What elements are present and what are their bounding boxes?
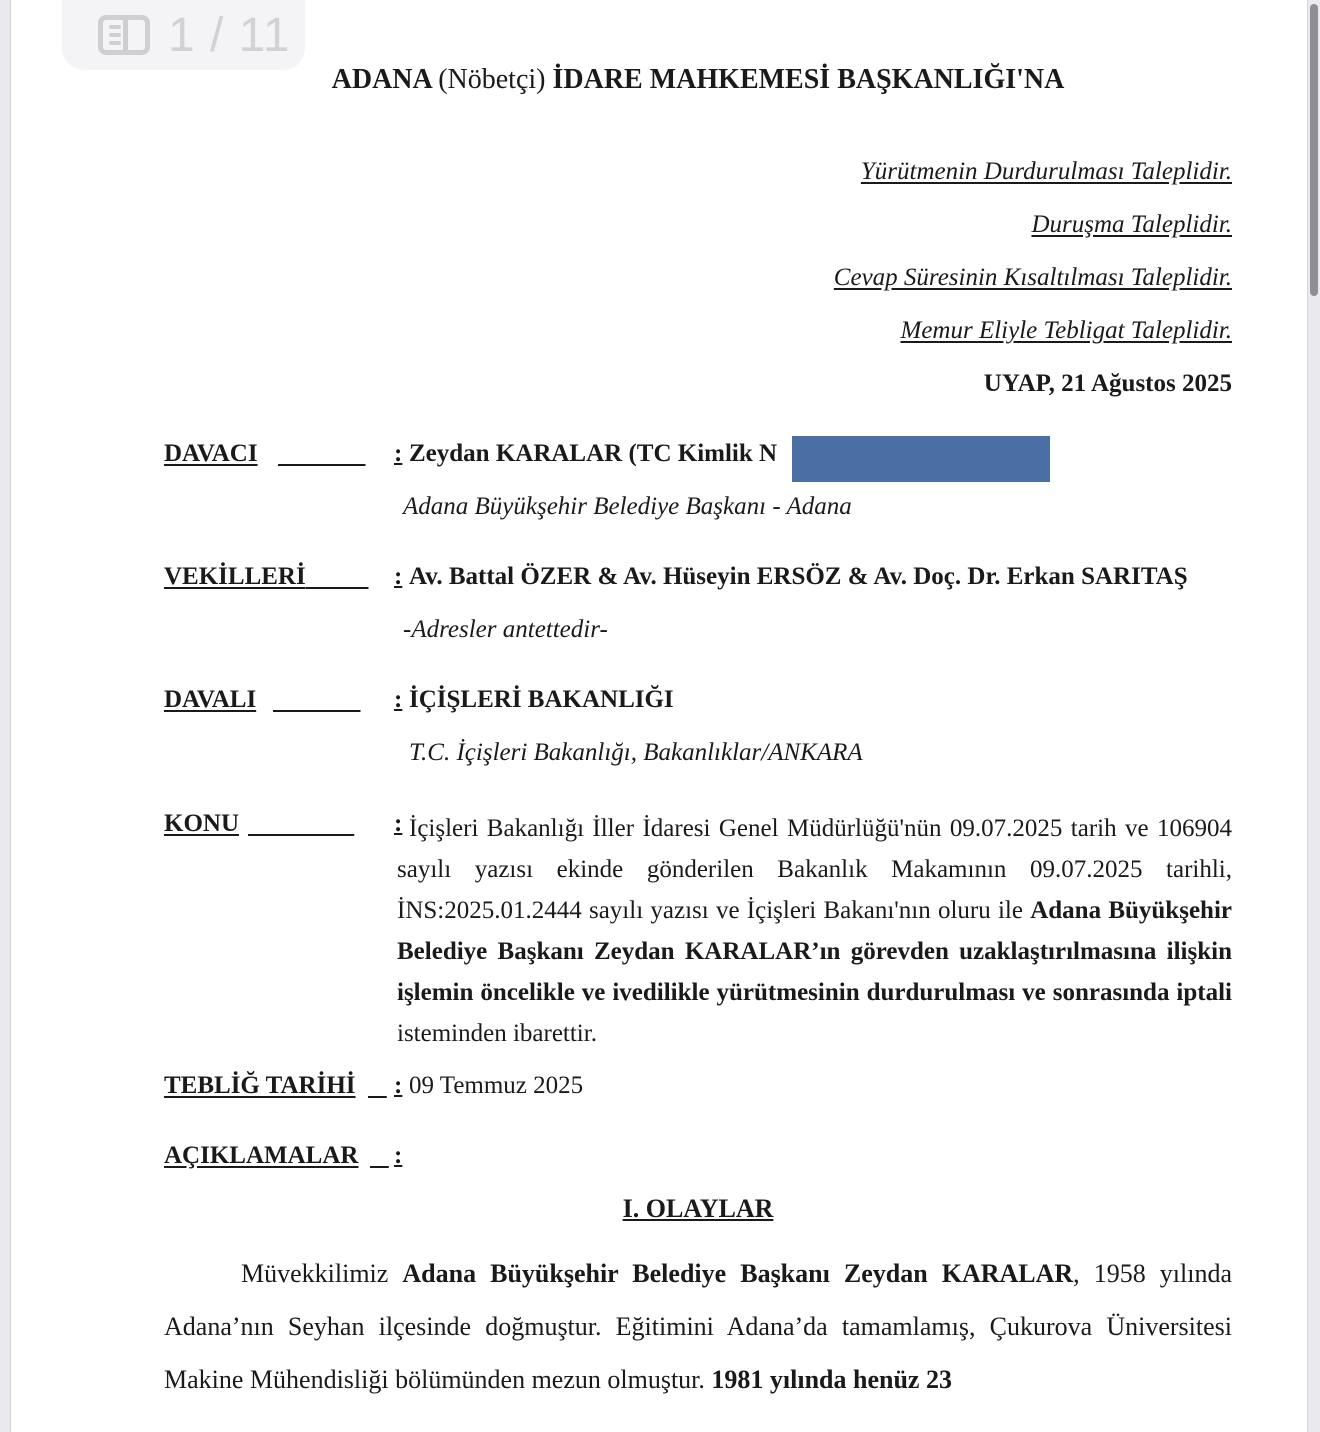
vekilleri-names: Av. Battal ÖZER & Av. Hüseyin ERSÖZ & Av. Doç. Dr. Erkan SARITAŞ: [409, 563, 1188, 590]
davaci-label: DAVACI: [164, 440, 258, 467]
request-line: Cevap Süresinin Kısaltılması Taleplidir.: [833, 264, 1232, 291]
olaylar-t1: Müvekkilimiz: [241, 1259, 403, 1288]
olaylar-b1: Adana Büyükşehir Belediye Başkanı Zeydan KARALAR: [402, 1259, 1074, 1288]
teblig-date: 09 Temmuz 2025: [409, 1072, 584, 1099]
label-underline-fill: [278, 440, 394, 468]
request-line: Duruşma Taleplidir.: [1031, 211, 1232, 238]
request-line: Yürütmenin Durdurulması Taleplidir.: [860, 158, 1232, 185]
konu-text: [397, 808, 1232, 1054]
sidebar-icon[interactable]: [98, 15, 150, 55]
colon: :: [394, 440, 403, 467]
vekilleri-detail: -Adresler antettedir-: [403, 616, 608, 643]
request-line: Memur Eliyle Tebligat Taleplidir.: [900, 317, 1232, 344]
court-title-paren: (Nöbetçi): [438, 64, 546, 95]
konu-label: KONU: [164, 810, 239, 837]
konu-text-1: İçişleri Bakanlığı İller İdaresi Genel Müdürlüğü'nün 09.07.2025 tarih ve 106904 sayılı yazısı ekinde gönderilen Bakanlık Makamının 09.07.2025 tarihli, İNS:2025.01.2444 sayılı yazısı ve İçişleri Bakanı'nın oluru ile: [397, 815, 1232, 924]
section-title: I. OLAYLAR: [622, 1194, 774, 1223]
court-title: [0, 64, 1320, 96]
redaction-block: [792, 436, 1050, 482]
colon: :: [394, 686, 403, 713]
court-title-bold: ADANA: [331, 64, 432, 95]
konu-text-2: isteminden ibarettir.: [397, 1020, 597, 1047]
aciklamalar-label: AÇIKLAMALAR: [164, 1142, 359, 1169]
label-underline-fill: [368, 1072, 394, 1100]
olaylar-b2: 1981 yılında henüz 23: [711, 1365, 952, 1394]
label-underline-fill: [273, 686, 394, 714]
page-indicator[interactable]: [62, 0, 305, 70]
konu-text-bold: Adana Büyükşehir Belediye Başkanı Zeydan KARALAR’ın görevden uzaklaştırılmasına ilişkin işlemin öncelikle ve ivedilikle yürütmesinin durdurulması ve sonrasında iptali: [397, 897, 1232, 1006]
olaylar-t2: , 1958 yılında Adana’nın Seyhan ilçesinde doğmuştur. Eğitimini Adana’da tamamlamış, Çukurova Üniversitesi Makine Mühendisliği bölümünden mezun olmuştur.: [164, 1259, 1232, 1394]
date-line: UYAP, 21 Ağustos 2025: [983, 370, 1232, 397]
davali-detail: T.C. İçişleri Bakanlığı, Bakanlıklar/ANKARA: [409, 739, 863, 766]
olaylar-paragraph: [164, 1247, 1232, 1406]
teblig-label: TEBLİĞ TARİHİ: [164, 1072, 356, 1099]
colon: :: [394, 1072, 403, 1099]
vekilleri-label: VEKİLLERİ: [164, 563, 306, 590]
label-underline-fill: [370, 1142, 394, 1170]
page-counter: 1 / 11: [168, 8, 291, 62]
court-title-rest: İDARE MAHKEMESİ BAŞKANLIĞI'NA: [552, 64, 1065, 95]
davali-name: İÇİŞLERİ BAKANLIĞI: [409, 686, 674, 713]
colon: :: [394, 810, 403, 837]
davaci-detail: Adana Büyükşehir Belediye Başkanı - Adana: [403, 493, 852, 520]
label-underline-fill: [248, 810, 394, 838]
colon: :: [394, 1142, 403, 1169]
label-underline-fill: [306, 563, 394, 591]
davali-label: DAVALI: [164, 686, 257, 713]
colon: :: [394, 563, 403, 590]
scrollbar-thumb[interactable]: [1310, 4, 1318, 296]
davaci-name: Zeydan KARALAR (TC Kimlik N: [409, 440, 778, 467]
